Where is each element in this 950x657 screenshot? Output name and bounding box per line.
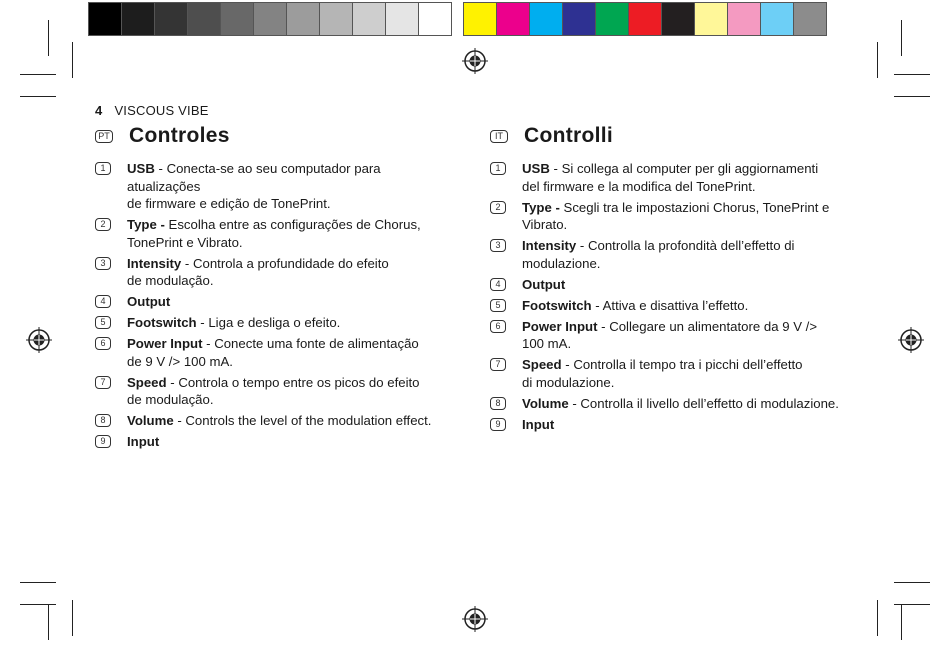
item-title: Speed bbox=[127, 374, 167, 390]
product-name: VISCOUS VIBE bbox=[114, 103, 209, 118]
item-title: Output bbox=[522, 276, 566, 292]
color-swatch bbox=[319, 2, 353, 36]
list-item bbox=[95, 216, 445, 251]
crop-mark bbox=[894, 96, 930, 97]
item-number-badge: 5 bbox=[490, 299, 506, 312]
crop-mark bbox=[72, 600, 73, 636]
item-title: Footswitch bbox=[522, 297, 592, 313]
list-item: 1 USB - Conecta-se ao seu computador para atualizações de firmware e edição de TonePrint. bbox=[95, 160, 445, 213]
item-title: Speed bbox=[522, 357, 562, 372]
grayscale-swatches bbox=[88, 2, 451, 36]
list-item: 8 Volume - Controls the level of the modulation effect. bbox=[95, 412, 445, 430]
item-title: Footswitch bbox=[127, 315, 197, 330]
color-swatch bbox=[154, 2, 188, 36]
crop-mark bbox=[20, 582, 56, 583]
item-title: Power Input bbox=[522, 318, 598, 334]
item-title: USB bbox=[522, 161, 550, 176]
list-item: 3 Intensity - Controla a profundidade do efeito de modulação. bbox=[95, 255, 445, 290]
item-title: Output bbox=[127, 294, 171, 309]
list-item bbox=[95, 433, 445, 451]
list-item: 7 Speed - Controla o tempo entre os picos do efeito de modulação. bbox=[95, 374, 445, 409]
crop-mark bbox=[877, 42, 878, 78]
color-swatch bbox=[385, 2, 419, 36]
color-swatch bbox=[661, 2, 695, 36]
crop-mark bbox=[72, 42, 73, 78]
controls-list bbox=[95, 160, 445, 451]
section-heading: Controles bbox=[129, 124, 230, 147]
color-swatch bbox=[187, 2, 221, 36]
color-swatch bbox=[286, 2, 320, 36]
list-item: 3 Intensity - Controlla la profondità dell’effetto di modulazione. bbox=[490, 237, 840, 272]
controls-list bbox=[490, 160, 840, 433]
item-number-badge: 3 bbox=[490, 239, 506, 252]
crop-mark bbox=[20, 74, 56, 75]
registration-mark-icon bbox=[898, 327, 924, 353]
item-number-badge: 8 bbox=[95, 414, 111, 427]
color-swatch bbox=[418, 2, 452, 36]
color-swatch bbox=[628, 2, 662, 36]
item-description: Controlla la profondità dell’effetto di modulazione. bbox=[522, 238, 795, 271]
crop-mark bbox=[894, 74, 930, 75]
item-number-badge: 1 bbox=[95, 162, 111, 175]
item-title: USB bbox=[127, 161, 155, 176]
list-item: 5 Footswitch - Attiva e disattiva l’effetto. bbox=[490, 297, 840, 315]
crop-mark bbox=[877, 600, 878, 636]
list-item: 6 Power Input - Conecte uma fonte de alimentação de 9 V /> 100 mA. bbox=[95, 335, 445, 370]
color-swatch bbox=[121, 2, 155, 36]
crop-mark bbox=[48, 20, 49, 56]
color-swatch bbox=[727, 2, 761, 36]
item-number-badge: 3 bbox=[95, 257, 111, 270]
crop-mark bbox=[901, 20, 902, 56]
crop-mark bbox=[894, 604, 930, 605]
color-swatch bbox=[529, 2, 563, 36]
crop-mark bbox=[20, 96, 56, 97]
item-description: Liga e desliga o efeito. bbox=[208, 315, 341, 330]
item-number-badge: 2 bbox=[490, 201, 506, 214]
item-description: Collegare un alimentatore da 9 V /> 100 mA. bbox=[522, 318, 818, 351]
item-number-badge: 5 bbox=[95, 316, 111, 329]
color-calibration-bar bbox=[88, 2, 826, 36]
crop-mark bbox=[901, 604, 902, 640]
item-title: Volume bbox=[127, 413, 174, 428]
color-swatch bbox=[352, 2, 386, 36]
list-item: 6 Power Input - Collegare un alimentatore da 9 V /> 100 mA. bbox=[490, 318, 840, 353]
color-swatches bbox=[463, 2, 826, 36]
color-swatch bbox=[220, 2, 254, 36]
item-description: Controla o tempo entre os picos do efeito de modulação. bbox=[127, 374, 420, 407]
color-swatch bbox=[760, 2, 794, 36]
page-number: 4 bbox=[95, 103, 103, 118]
item-description: Controla a profundidade do efeito de modulação. bbox=[127, 255, 389, 288]
color-swatch bbox=[88, 2, 122, 36]
list-item bbox=[490, 416, 840, 434]
language-badge: IT bbox=[490, 130, 508, 143]
section-heading: Controlli bbox=[524, 124, 614, 147]
registration-mark-icon bbox=[462, 48, 488, 74]
list-item: 7 Speed - Controlla il tempo tra i picchi dell’effetto di modulazione. bbox=[490, 356, 840, 391]
item-description: Conecta-se ao seu computador para atualizações de firmware e edição de TonePrint. bbox=[127, 161, 381, 211]
item-number-badge: 7 bbox=[490, 358, 506, 371]
color-swatch bbox=[793, 2, 827, 36]
item-number-badge: 4 bbox=[95, 295, 111, 308]
item-description: Controlla il tempo tra i picchi dell’effetto di modulazione. bbox=[522, 357, 803, 390]
section-it bbox=[490, 124, 840, 437]
item-title: Input bbox=[522, 416, 555, 432]
color-swatch bbox=[253, 2, 287, 36]
item-description: Escolha entre as configurações de Chorus, TonePrint e Vibrato. bbox=[127, 217, 421, 250]
item-description: Controls the level of the modulation effect. bbox=[185, 413, 432, 428]
item-title: Volume bbox=[522, 395, 569, 411]
section-header bbox=[490, 124, 840, 148]
page-header bbox=[95, 103, 209, 118]
color-swatch bbox=[562, 2, 596, 36]
section-header bbox=[95, 124, 445, 148]
color-swatch bbox=[496, 2, 530, 36]
item-description: Conecte uma fonte de alimentação de 9 V /> 100 mA. bbox=[127, 336, 419, 369]
item-number-badge: 8 bbox=[490, 397, 506, 410]
item-title: Type - bbox=[127, 217, 165, 232]
item-description: Controlla il livello dell’effetto di modulazione. bbox=[580, 395, 839, 411]
crop-mark bbox=[894, 582, 930, 583]
item-number-badge: 9 bbox=[95, 435, 111, 448]
item-title: Power Input bbox=[127, 336, 203, 351]
item-number-badge: 6 bbox=[490, 320, 506, 333]
item-number-badge: 2 bbox=[95, 218, 111, 231]
list-item: 1 USB - Si collega al computer per gli aggiornamenti del firmware e la modifica del TonePrint. bbox=[490, 160, 840, 195]
language-badge: PT bbox=[95, 130, 113, 143]
item-number-badge: 7 bbox=[95, 376, 111, 389]
item-number-badge: 6 bbox=[95, 337, 111, 350]
item-number-badge: 9 bbox=[490, 418, 506, 431]
item-description: Scegli tra le impostazioni Chorus, TonePrint e Vibrato. bbox=[522, 199, 830, 232]
list-item: 8 Volume - Controlla il livello dell’effetto di modulazione. bbox=[490, 395, 840, 413]
item-title: Type - bbox=[522, 199, 560, 215]
item-number-badge: 4 bbox=[490, 278, 506, 291]
item-number-badge: 1 bbox=[490, 162, 506, 175]
item-title: Intensity bbox=[522, 238, 577, 253]
item-title: Input bbox=[127, 434, 160, 449]
color-swatch bbox=[463, 2, 497, 36]
registration-mark-icon bbox=[26, 327, 52, 353]
color-swatch bbox=[595, 2, 629, 36]
item-description: Si collega al computer per gli aggiornamenti del firmware e la modifica del TonePrint. bbox=[522, 161, 819, 194]
list-item: 5 Footswitch - Liga e desliga o efeito. bbox=[95, 314, 445, 332]
list-item bbox=[490, 276, 840, 294]
item-title: Intensity bbox=[127, 255, 182, 271]
crop-mark bbox=[20, 604, 56, 605]
registration-mark-icon bbox=[462, 606, 488, 632]
list-item bbox=[95, 293, 445, 311]
color-swatch bbox=[694, 2, 728, 36]
section-pt bbox=[95, 124, 445, 454]
crop-mark bbox=[48, 604, 49, 640]
list-item bbox=[490, 199, 840, 234]
item-description: Attiva e disattiva l’effetto. bbox=[602, 297, 749, 313]
